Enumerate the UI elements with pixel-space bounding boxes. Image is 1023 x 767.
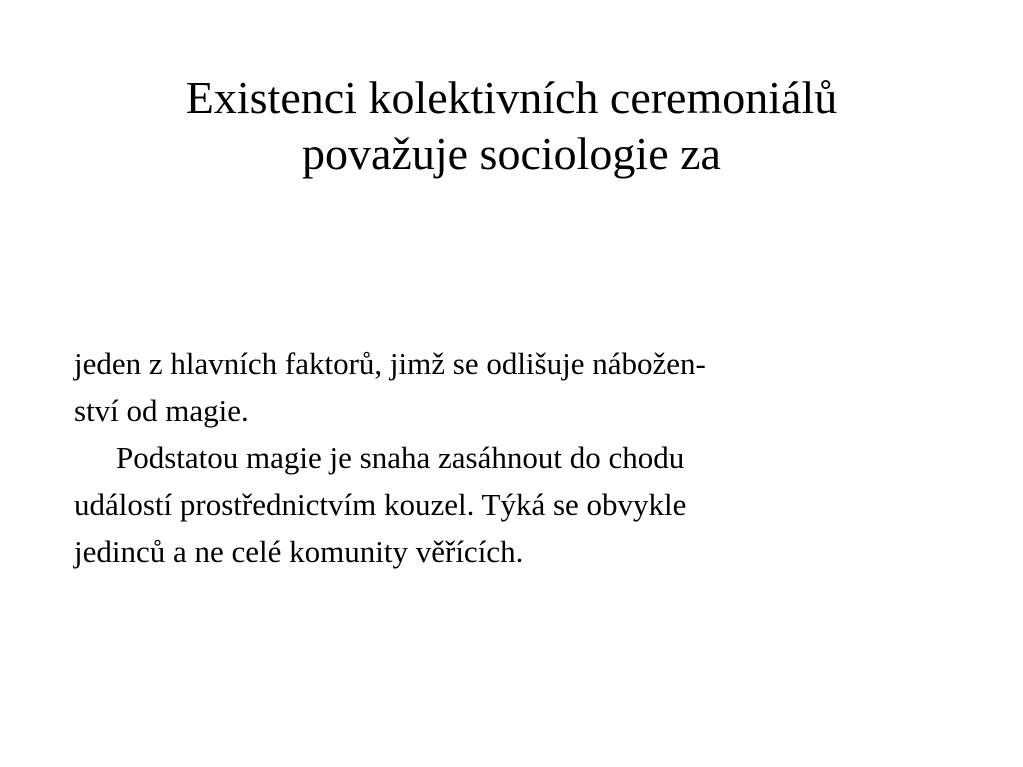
body-line-4: událostí prostřednictvím kouzel. Týká se obvykle [74, 487, 687, 522]
title-line-2: považuje sociologie za [302, 128, 721, 179]
slide-title [60, 70, 963, 182]
body-line-3-paragraph-start: Podstatou magie je snaha zasáhnout do chodu [116, 440, 685, 475]
title-line-1: Existenci kolektivních ceremoniálů [185, 72, 838, 123]
body-line-1: jeden z hlavních faktorů, jimž se odlišuje nábožen- [74, 346, 706, 381]
body-line-5: jedinců a ne celé komunity věřících. [74, 534, 524, 569]
body-line-2: ství od magie. [74, 393, 249, 428]
slide-body-text [74, 340, 954, 575]
